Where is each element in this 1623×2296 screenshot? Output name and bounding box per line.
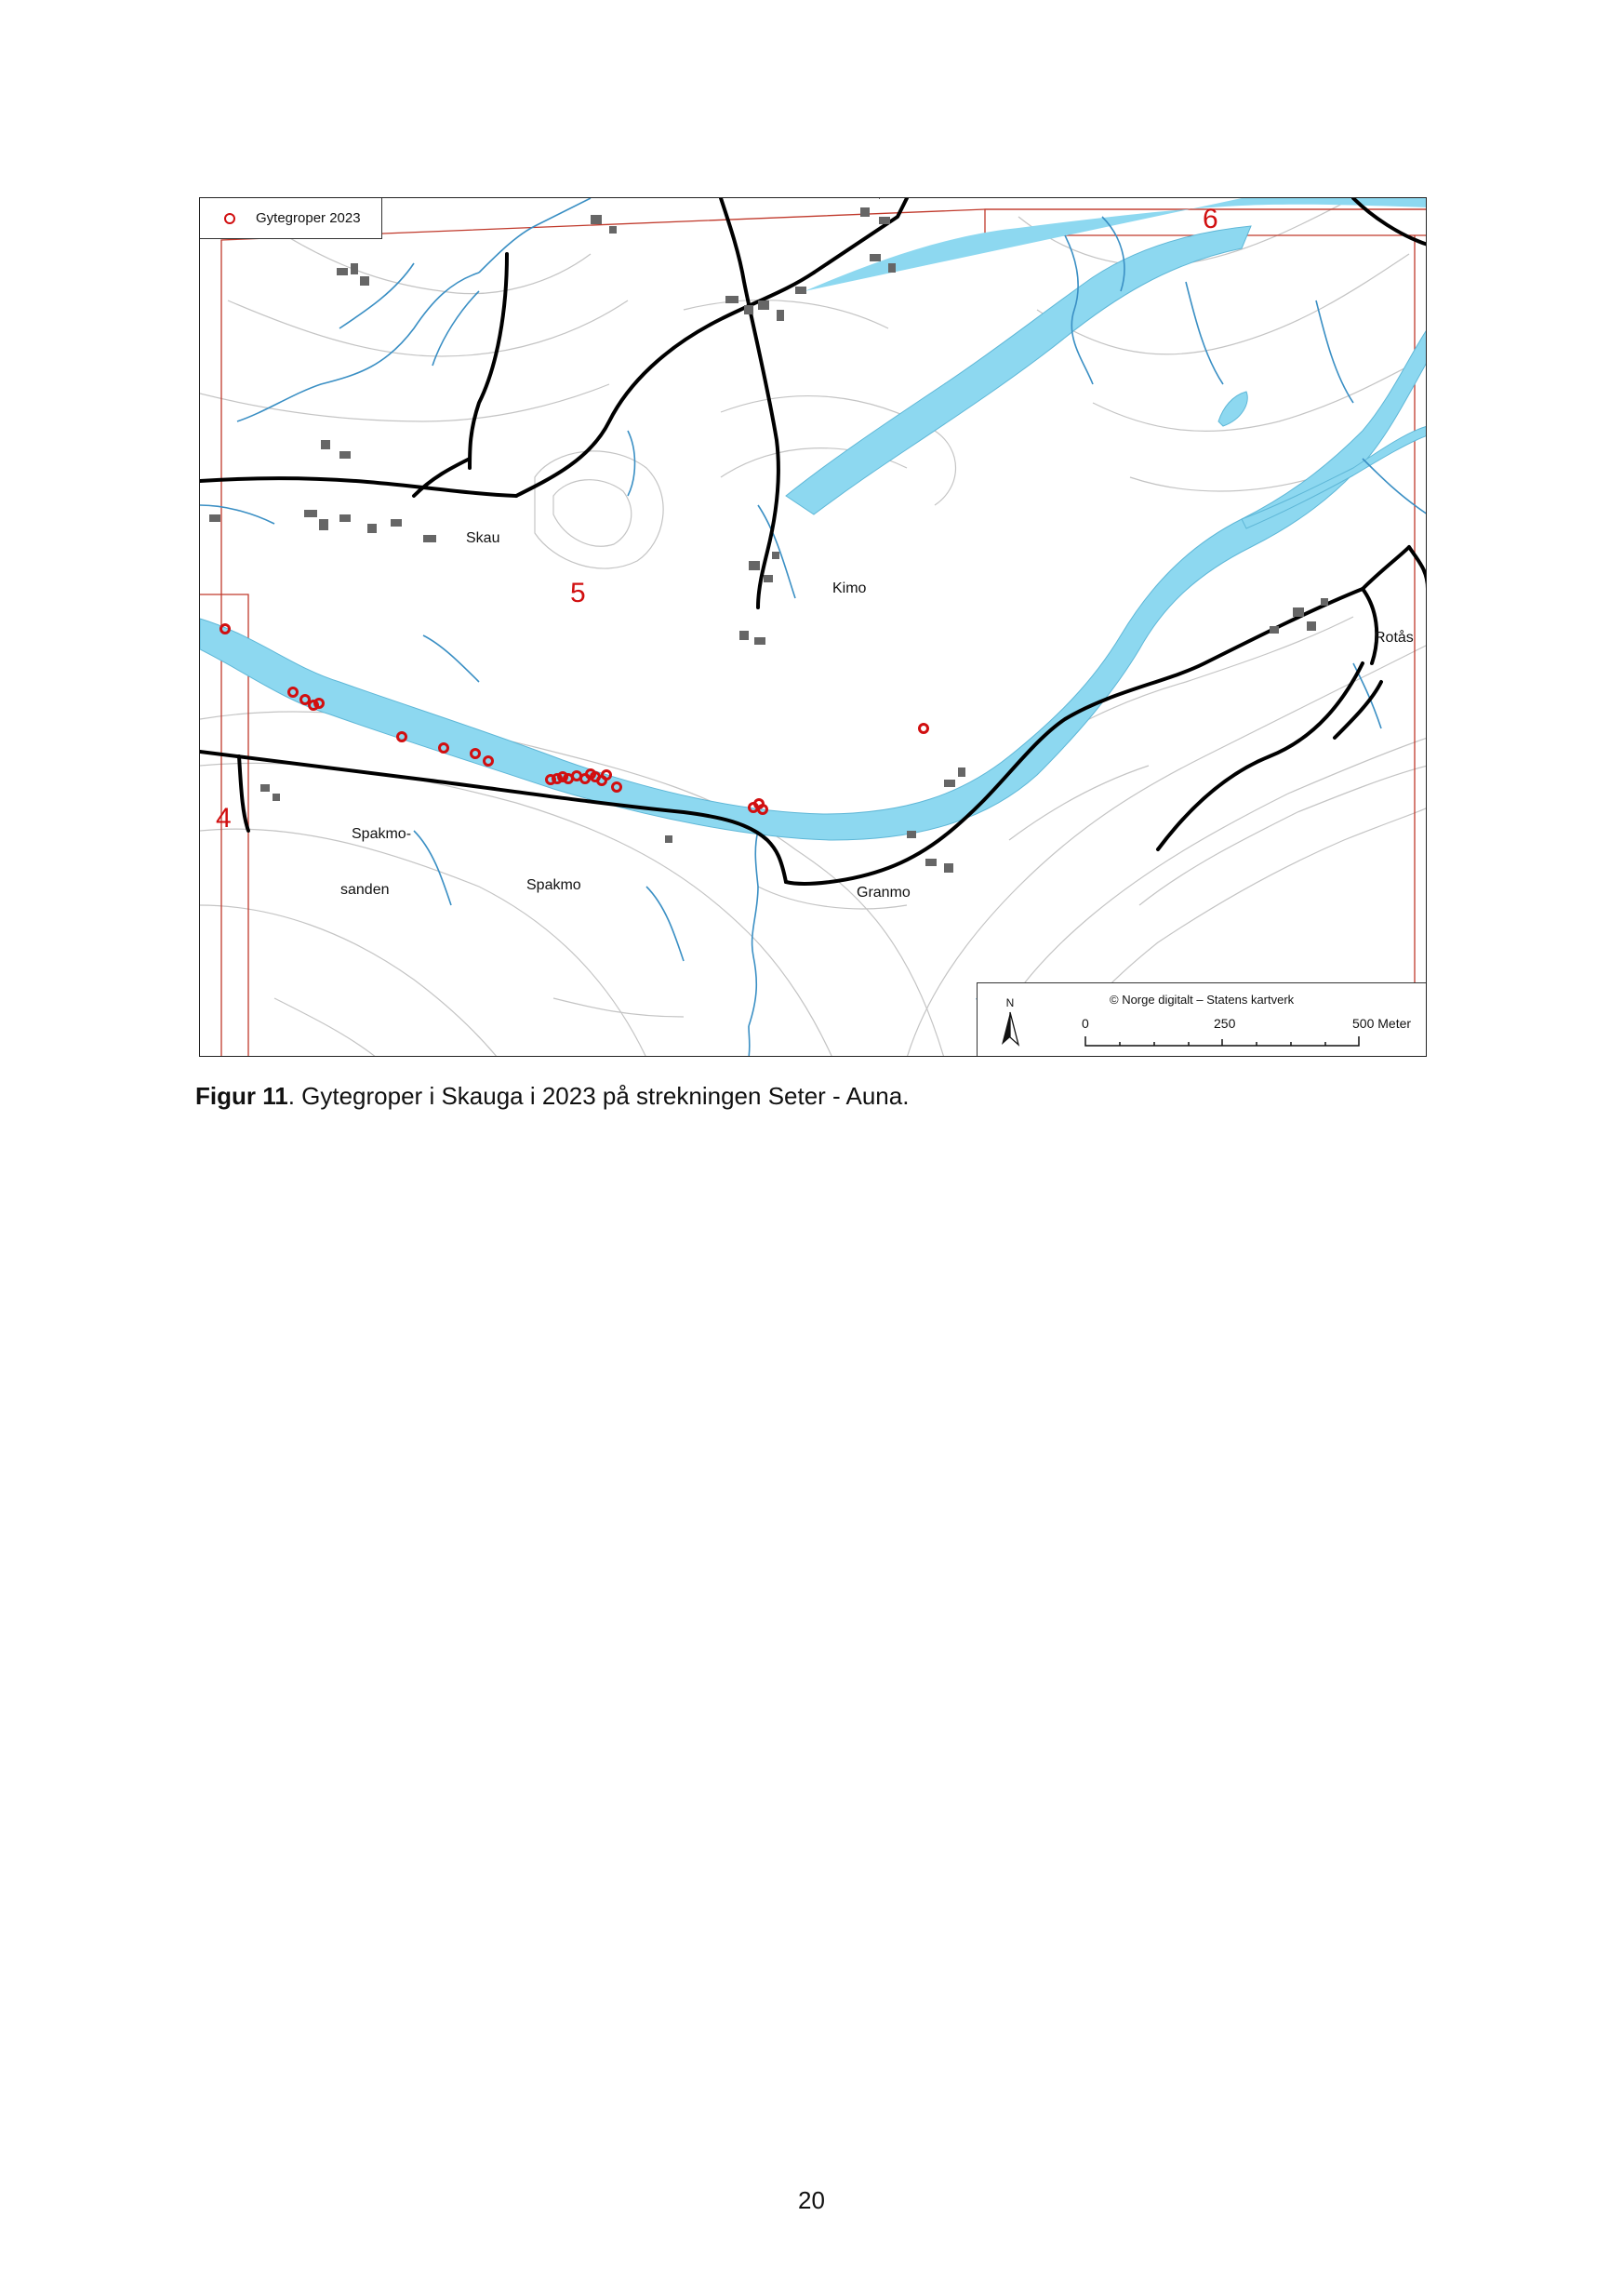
scale-label-end: 500 Meter <box>1352 1016 1412 1031</box>
place-label-rotas: Rotås <box>1375 630 1414 646</box>
place-label-spakmo-line2: sanden <box>340 882 390 898</box>
buildings <box>209 198 1328 873</box>
caption-text: . Gytegroper i Skauga i 2023 på strekningen Seter - Auna. <box>287 1082 910 1110</box>
place-label-kimo: Kimo <box>832 581 867 596</box>
figure-caption <box>195 1082 909 1111</box>
map-legend <box>200 198 382 239</box>
scale-bar <box>1080 1035 1368 1049</box>
zone-label-6: 6 <box>1203 204 1218 234</box>
legend-label: Gytegroper 2023 <box>256 210 361 226</box>
place-label-skau: Skau <box>466 530 500 546</box>
spawning-pit-marker-icon <box>224 213 235 224</box>
place-label-spakmo: Spakmo <box>526 877 581 893</box>
zone-borders <box>200 209 1427 1057</box>
map-canvas <box>200 198 1427 1057</box>
page-number: 20 <box>798 2186 825 2214</box>
scale-label-mid: 250 <box>1214 1016 1236 1031</box>
scale-box <box>977 982 1427 1057</box>
zone-label-5: 5 <box>570 578 586 608</box>
north-arrow-icon <box>998 996 1022 1047</box>
map-copyright: © Norge digitalt – Statens kartverk <box>1110 993 1295 1007</box>
streams <box>200 198 1427 1057</box>
scale-label-zero: 0 <box>1082 1016 1089 1031</box>
river-side-channel <box>1242 426 1427 528</box>
pond <box>1218 392 1247 426</box>
zone-label-4: 4 <box>216 803 232 834</box>
contour-lines <box>200 198 1427 1057</box>
place-label-granmo: Granmo <box>857 885 911 901</box>
north-label: N <box>1005 996 1015 1009</box>
map[interactable] <box>199 197 1427 1057</box>
river-upper-arm <box>786 226 1251 514</box>
caption-label: Figur 11 <box>195 1082 288 1110</box>
place-label-spakmo-line1: Spakmo- <box>352 826 412 842</box>
